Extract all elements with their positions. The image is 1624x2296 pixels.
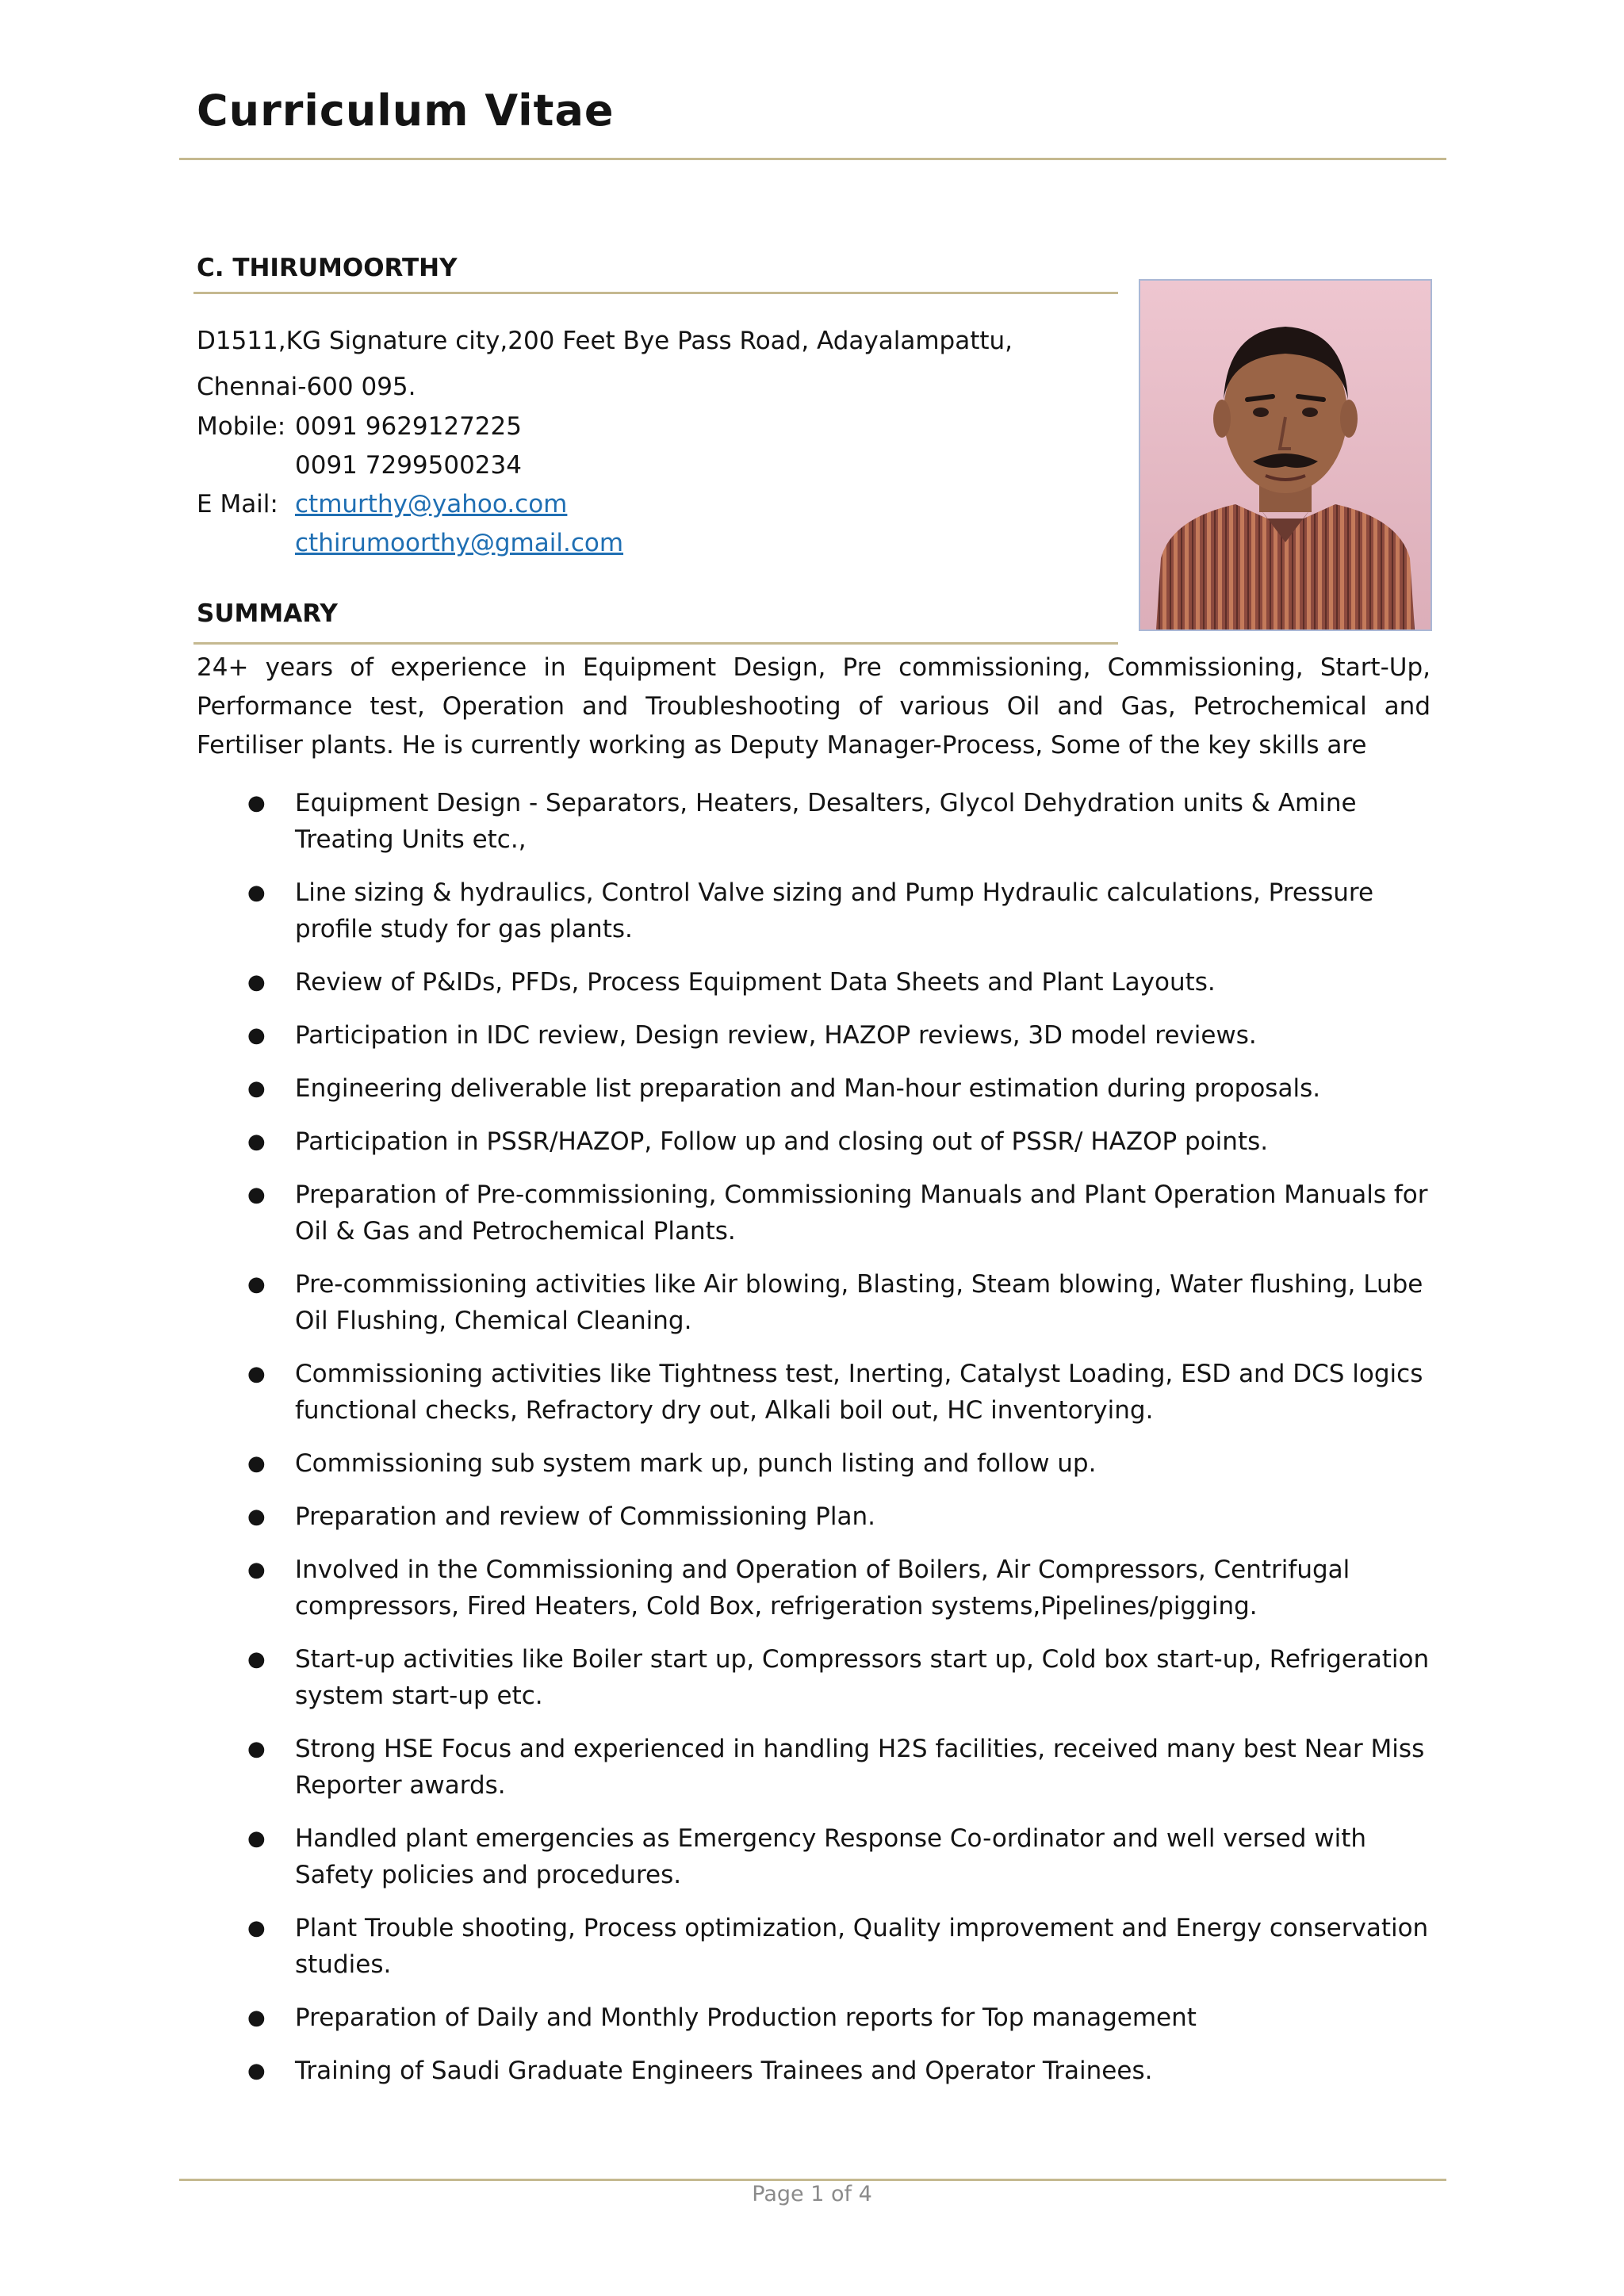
list-item — [197, 1641, 1434, 1714]
summary-heading: SUMMARY — [197, 599, 338, 628]
bullet-icon: ● — [247, 1362, 266, 1386]
bullet-icon: ● — [247, 1272, 266, 1296]
list-item — [197, 1123, 1434, 1160]
list-item-text: Commissioning sub system mark up, punch listing and follow up. — [295, 1449, 1097, 1478]
list-item-text: Commissioning activities like Tightness test, Inerting, Catalyst Loading, ESD and DCS logics functional checks, Refractory dry out, Alkali boil out, HC inventorying. — [295, 1360, 1423, 1425]
page-number: Page 1 of 4 — [752, 2182, 872, 2206]
list-item — [197, 785, 1434, 858]
bullet-icon: ● — [247, 2059, 266, 2083]
list-item-text: Participation in IDC review, Design review, HAZOP reviews, 3D model reviews. — [295, 1021, 1257, 1050]
list-item-text: Preparation of Pre-commissioning, Commissioning Manuals and Plant Operation Manuals for Oil & Gas and Petrochemical Plants. — [295, 1181, 1428, 1246]
list-item — [197, 874, 1434, 947]
list-item-text: Training of Saudi Graduate Engineers Trainees and Operator Trainees. — [295, 2057, 1153, 2085]
page-title: Curriculum Vitae — [197, 86, 615, 136]
name-divider — [193, 292, 1118, 294]
bullet-icon: ● — [247, 1558, 266, 1582]
list-item — [197, 1820, 1434, 1893]
bullet-icon: ● — [247, 881, 266, 905]
list-item — [197, 1356, 1434, 1429]
list-item-text: Handled plant emergencies as Emergency Response Co-ordinator and well versed with Safety policies and procedures. — [295, 1824, 1367, 1889]
bullet-icon: ● — [247, 1452, 266, 1475]
list-item-text: Start-up activities like Boiler start up, Compressors start up, Cold box start-up, Refrigeration system start-up etc. — [295, 1645, 1430, 1710]
address-line-1: D1511,KG Signature city,200 Feet Bye Pass Road, Adayalampattu, — [197, 327, 1013, 355]
bullet-icon: ● — [247, 1024, 266, 1047]
list-item — [197, 1731, 1434, 1804]
bullet-icon: ● — [247, 791, 266, 815]
list-item — [197, 1266, 1434, 1339]
mobile-number-2: 0091 7299500234 — [295, 451, 522, 480]
summary-divider — [193, 642, 1118, 645]
mobile-label: Mobile: — [197, 412, 286, 441]
list-item-text: Line sizing & hydraulics, Control Valve sizing and Pump Hydraulic calculations, Pressure profile study for gas plants. — [295, 878, 1374, 943]
list-item — [197, 964, 1434, 1001]
bullet-icon: ● — [247, 1505, 266, 1529]
list-item-text: Plant Trouble shooting, Process optimization, Quality improvement and Energy conservation studies. — [295, 1914, 1429, 1979]
list-item-text: Engineering deliverable list preparation and Man-hour estimation during proposals. — [295, 1074, 1321, 1103]
email-label: E Mail: — [197, 490, 278, 519]
bullet-icon: ● — [247, 970, 266, 994]
list-item — [197, 1552, 1434, 1624]
email-link-2[interactable]: cthirumoorthy@gmail.com — [295, 529, 624, 557]
list-item — [197, 2053, 1434, 2089]
bullet-icon: ● — [247, 1130, 266, 1154]
summary-paragraph: 24+ years of experience in Equipment Design, Pre commissioning, Commissioning, Start-Up, Performance test, Operation and Troubleshooting of various Oil and Gas, Petrochemical and Fertiliser plants. He is currently working as Deputy Manager-Process, Some of the key skills are — [197, 653, 1431, 760]
list-item-text: Participation in PSSR/HAZOP, Follow up and closing out of PSSR/ HAZOP points. — [295, 1127, 1269, 1156]
header-divider — [179, 158, 1446, 160]
list-item — [197, 1017, 1434, 1054]
bullet-icon: ● — [247, 1916, 266, 1940]
list-item-text: Preparation of Daily and Monthly Production reports for Top management — [295, 2003, 1197, 2032]
candidate-name: C. THIRUMOORTHY — [197, 254, 458, 282]
list-item-text: Pre-commissioning activities like Air blowing, Blasting, Steam blowing, Water flushing, Lube Oil Flushing, Chemical Cleaning. — [295, 1270, 1423, 1335]
list-item-text: Equipment Design - Separators, Heaters, Desalters, Glycol Dehydration units & Amine Treating Units etc., — [295, 789, 1357, 854]
mobile-number-1: 0091 9629127225 — [295, 412, 522, 441]
list-item-text: Involved in the Commissioning and Operation of Boilers, Air Compressors, Centrifugal compressors, Fired Heaters, Cold Box, refrigeration systems,Pipelines/pigging. — [295, 1556, 1350, 1621]
list-item-text: Preparation and review of Commissioning Plan. — [295, 1502, 875, 1531]
list-item — [197, 1070, 1434, 1107]
profile-photo — [1139, 279, 1432, 631]
bullet-icon: ● — [247, 1827, 266, 1850]
bullet-icon: ● — [247, 2006, 266, 2030]
list-item-text: Review of P&IDs, PFDs, Process Equipment Data Sheets and Plant Layouts. — [295, 968, 1216, 997]
skills-list — [197, 785, 1434, 2106]
email-link-1[interactable]: ctmurthy@yahoo.com — [295, 490, 568, 519]
footer-divider — [179, 2179, 1446, 2181]
list-item — [197, 1177, 1434, 1249]
list-item-text: Strong HSE Focus and experienced in handling H2S facilities, received many best Near Miss Reporter awards. — [295, 1735, 1425, 1800]
list-item — [197, 1999, 1434, 2036]
bullet-icon: ● — [247, 1737, 266, 1761]
bullet-icon: ● — [247, 1077, 266, 1100]
bullet-icon: ● — [247, 1183, 266, 1207]
list-item — [197, 1445, 1434, 1482]
address-line-2: Chennai-600 095. — [197, 373, 416, 401]
bullet-icon: ● — [247, 1647, 266, 1671]
list-item — [197, 1910, 1434, 1983]
list-item — [197, 1498, 1434, 1535]
